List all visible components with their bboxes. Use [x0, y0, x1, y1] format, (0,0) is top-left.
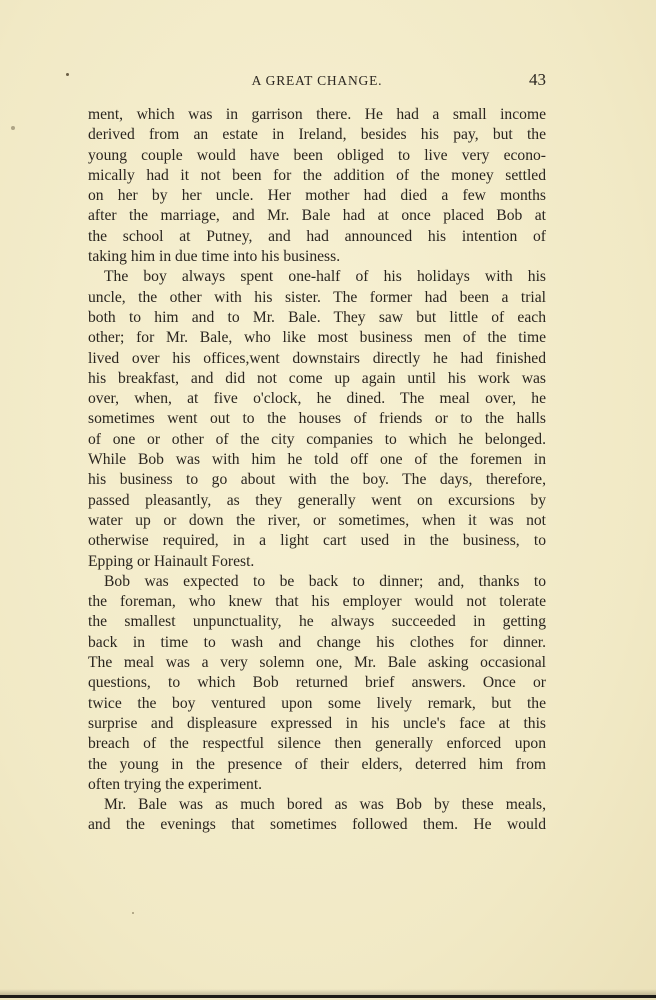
text-line: derived from an estate in Ireland, besides his pay, but the	[88, 126, 546, 144]
text-line: The meal was a very solemn one, Mr. Bale asking occasional	[88, 654, 546, 672]
text-line: sometimes went out to the houses of friends or to the halls	[88, 410, 546, 428]
text-line: both to him and to Mr. Bale. They saw but little of each	[88, 308, 546, 326]
text-line: the young in the presence of their elders, deterred him from	[88, 755, 546, 773]
text-line: taking him in due time into his business.	[88, 248, 341, 266]
text-line: otherwise required, in a light cart used in the business, to	[88, 532, 546, 550]
text-line: the foreman, who knew that his employer would not tolerate	[88, 593, 546, 611]
text-line: over, when, at five o'clock, he dined. The meal over, he	[88, 390, 546, 408]
page-number: 43	[529, 70, 546, 89]
text-line: mically had it not been for the addition of the money settled	[88, 166, 546, 184]
text-line: passed pleasantly, as they generally went on excursions by	[88, 491, 546, 509]
text-line: often trying the experiment.	[88, 775, 263, 793]
text-line: and the evenings that sometimes followed them. He would	[88, 816, 546, 834]
text-line: While Bob was with him he told off one of the foremen in	[88, 451, 546, 469]
text-line: breach of the respectful silence then generally enforced upon	[88, 735, 546, 753]
text-line: Mr. Bale was as much bored as was Bob by these meals,	[104, 796, 546, 814]
text-line: uncle, the other with his sister. The former had been a trial	[88, 288, 546, 306]
text-line: of one or other of the city companies to which he belonged.	[88, 430, 546, 448]
text-line: his breakfast, and did not come up again until his work was	[88, 369, 546, 387]
text-line: The boy always spent one-half of his holidays with his	[104, 268, 546, 286]
text-line: on her by her uncle. Her mother had died a few months	[88, 187, 546, 205]
text-line: water up or down the river, or sometimes, when it was not	[88, 511, 546, 529]
paper-speck	[132, 912, 134, 914]
page-bottom-edge	[0, 995, 656, 998]
text-line: back in time to wash and change his clothes for dinner.	[88, 633, 546, 651]
running-head	[88, 70, 546, 92]
paper-speck	[66, 73, 69, 76]
text-line: Bob was expected to be back to dinner; and, thanks to	[104, 572, 546, 590]
text-line: after the marriage, and Mr. Bale had at once placed Bob at	[88, 207, 546, 225]
running-title: A GREAT CHANGE.	[251, 73, 383, 88]
text-line: the school at Putney, and had announced his intention of	[88, 227, 546, 245]
text-line: twice the boy ventured upon some lively remark, but the	[88, 694, 546, 712]
text-line: lived over his offices,went downstairs directly he had finished	[88, 349, 546, 367]
text-line: young couple would have been obliged to live very econo-	[88, 146, 546, 164]
body-text	[88, 105, 546, 836]
text-line: surprise and displeasure expressed in his uncle's face at this	[88, 714, 546, 732]
paper-speck	[11, 126, 15, 130]
text-line: ment, which was in garrison there. He had a small income	[88, 106, 546, 123]
text-line: the smallest unpunctuality, he always succeeded in getting	[88, 613, 546, 631]
text-line: other; for Mr. Bale, who like most business men of the time	[88, 329, 546, 347]
text-line: Epping or Hainault Forest.	[88, 552, 255, 570]
text-line: questions, to which Bob returned brief answers. Once or	[88, 674, 546, 692]
text-line: his business to go about with the boy. The days, therefore,	[88, 471, 546, 489]
